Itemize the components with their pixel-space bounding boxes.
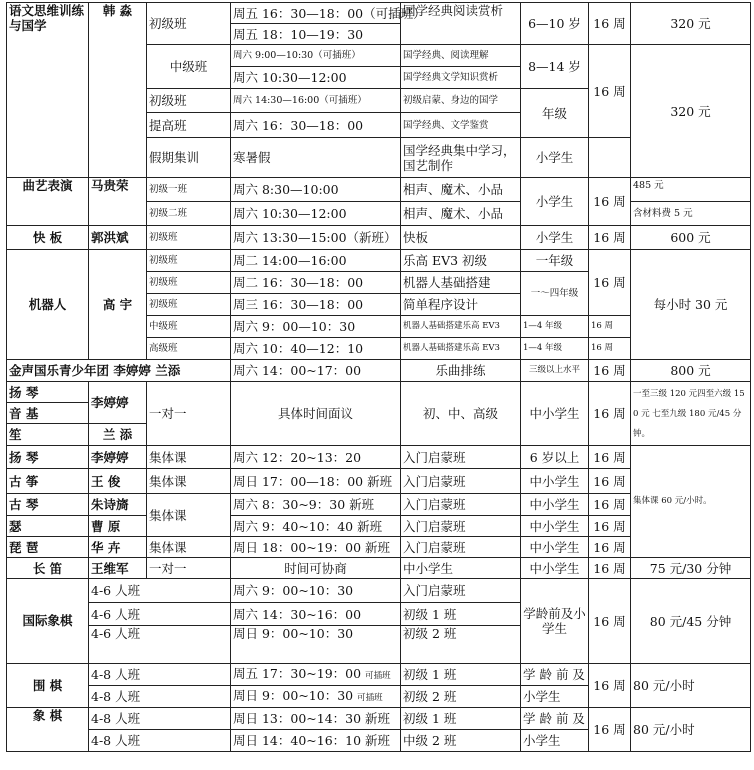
weeks: 16 周 (589, 178, 631, 226)
age-range: 年级 (521, 89, 589, 138)
teacher-name: 朱诗旖 (89, 494, 147, 516)
fee: 80 元/45 分钟 (631, 579, 751, 664)
class-content: 入门启蒙班 (401, 494, 521, 516)
course-name: 象 棋 (7, 708, 89, 752)
class-level: 初级班 (147, 226, 231, 250)
class-time: 周三 16：30—18：00 (231, 294, 401, 316)
class-time-text: 周日 9：00~10：30 (233, 687, 354, 703)
class-time: 周二 14:00—16:00 (231, 250, 401, 272)
fee: 320 元 (631, 3, 751, 45)
course-name: 金声国乐青少年团 李婷婷 兰添 (7, 360, 231, 382)
class-time: 周六 8:30—10:00 (231, 178, 401, 202)
class-content: 相声、魔术、小品 (401, 178, 521, 202)
teacher-name: 华 卉 (89, 537, 147, 558)
age-range: 小学生 (521, 730, 589, 752)
fee: 320 元 (631, 45, 751, 178)
class-level: 4-8 人班 (89, 730, 231, 752)
schedule-table-wrapper (6, 2, 750, 752)
class-content: 国学经典文学知识赏析 (401, 67, 521, 89)
class-content: 国学经典、阅读理解 (401, 45, 521, 67)
table-row (7, 579, 751, 603)
class-level: 4-8 人班 (89, 686, 231, 708)
teacher-name: 韩 淼 (89, 3, 147, 178)
teacher-name: 高 宇 (89, 250, 147, 360)
weeks: 16 周 (589, 469, 631, 494)
weeks: 16 周 (589, 250, 631, 316)
class-content: 中级 2 班 (401, 730, 521, 752)
weeks: 16 周 (589, 382, 631, 446)
age-range: 中小学生 (521, 516, 589, 537)
course-schedule-table (6, 2, 751, 752)
teacher-name: 王 俊 (89, 469, 147, 494)
instrument-name: 古 琴 (7, 494, 89, 516)
class-level: 4-6 人班 (89, 579, 231, 603)
instrument-name: 琵 琶 (7, 537, 89, 558)
weeks: 16 周 (589, 579, 631, 664)
class-content: 国学经典、文学鉴赏 (401, 113, 521, 138)
class-content: 初级 1 班 (401, 603, 521, 626)
fee: 每小时 30 元 (631, 250, 751, 360)
class-level: 初级班 (147, 3, 231, 45)
class-content: 乐曲排练 (401, 360, 521, 382)
fee: 600 元 (631, 226, 751, 250)
class-time: 周六 9:00—10:30（可插班） (231, 45, 401, 67)
class-content: 初级启蒙、身边的国学 (401, 89, 521, 113)
class-time: 周六 9：40~10：40 新班 (231, 516, 401, 537)
weeks: 16 周 (589, 708, 631, 752)
fee: 一至三级 120 元四至六级 150 元 七至九级 180 元/45 分钟。 (631, 382, 751, 446)
age-range: 小学生 (521, 178, 589, 226)
class-time: 周六 9：00—10：30 (231, 316, 401, 338)
weeks: 16 周 (589, 360, 631, 382)
class-time: 周六 10:30—12:00 (231, 202, 401, 226)
class-content: 相声、魔术、小品 (401, 202, 521, 226)
table-row (7, 360, 751, 382)
class-content: 机器人基础搭建乐高 EV3 (401, 338, 521, 360)
age-range: 中小学生 (521, 469, 589, 494)
class-level: 高级班 (147, 338, 231, 360)
class-time (231, 686, 401, 708)
class-time: 寒暑假 (231, 138, 401, 178)
weeks: 16 周 (589, 226, 631, 250)
teacher-name: 兰 添 (89, 424, 147, 446)
fee: 集体课 60 元/小时。 (631, 446, 751, 558)
class-time-text: 周五 17：30~19：00 (233, 665, 362, 681)
class-time: 周六 12：20~13：20 (231, 446, 401, 469)
table-row (7, 558, 751, 579)
class-level: 假期集训 (147, 138, 231, 178)
class-content: 初级 1 班 (401, 664, 521, 686)
course-name: 快 板 (7, 226, 89, 250)
class-content: 初级 1 班 (401, 708, 521, 730)
teacher-name: 马贵荣 (89, 178, 147, 226)
class-content: 初级 2 班 (401, 686, 521, 708)
instrument-name: 扬 琴 (7, 382, 89, 403)
fee: 80 元/小时 (631, 664, 751, 708)
weeks: 16 周 (589, 537, 631, 558)
table-row (7, 178, 751, 202)
class-time: 周六 14：00~17：00 (231, 360, 401, 382)
class-time (231, 664, 401, 686)
table-row (7, 3, 751, 24)
weeks-empty (589, 138, 631, 178)
weeks: 16 周 (589, 516, 631, 537)
age-range: 1—4 年级 (521, 316, 589, 338)
class-level: 初级一班 (147, 178, 231, 202)
course-name: 长 笛 (7, 558, 89, 579)
table-row (7, 382, 751, 403)
class-time: 周六 14:30—16:00（可插班） (231, 89, 401, 113)
class-time: 周六 14：30~16：00 (231, 603, 401, 626)
age-range: 中小学生 (521, 494, 589, 516)
class-content: 国学经典集中学习，国艺制作 (401, 138, 521, 178)
table-row (7, 226, 751, 250)
fee: 75 元/30 分钟 (631, 558, 751, 579)
fee-note: 含材料费 5 元 (631, 202, 751, 226)
class-level: 中级班 (147, 316, 231, 338)
weeks: 16 周 (589, 3, 631, 45)
fee: 485 元 (631, 178, 751, 202)
weeks: 16 周 (589, 664, 631, 708)
class-time: 周五 16：30—18：00（可插班） (231, 3, 401, 24)
class-content: 入门启蒙班 (401, 446, 521, 469)
age-range: 学 龄 前 及 (521, 708, 589, 730)
class-time: 周六 16：30—18：00 (231, 113, 401, 138)
class-content: 初级 2 班 (401, 626, 521, 664)
instrument-name: 古 筝 (7, 469, 89, 494)
class-level: 中级班 (147, 45, 231, 89)
age-range: 学 龄 前 及 (521, 664, 589, 686)
table-row (7, 250, 751, 272)
class-level: 初级班 (147, 250, 231, 272)
class-level: 4-6 人班 (89, 603, 231, 626)
class-time: 周六 10:30—12:00 (231, 67, 401, 89)
class-level: 初级班 (147, 272, 231, 294)
fee: 800 元 (631, 360, 751, 382)
age-range: 一～四年级 (521, 272, 589, 316)
class-time: 周六 9：00~10：30 (231, 579, 401, 603)
class-content: 机器人基础搭建乐高 EV3 (401, 316, 521, 338)
age-range: 6—10 岁 (521, 3, 589, 45)
age-range: 三级以上水平 (521, 360, 589, 382)
age-range: 中小学生 (521, 558, 589, 579)
class-level: 集体课 (147, 446, 231, 469)
instrument-name: 瑟 (7, 516, 89, 537)
class-level: 提高班 (147, 113, 231, 138)
class-time-note: 可插班 (365, 670, 391, 681)
class-level: 初级班 (147, 294, 231, 316)
age-range: 学龄前及小学生 (521, 579, 589, 664)
age-range: 小学生 (521, 686, 589, 708)
age-range: 中小学生 (521, 382, 589, 446)
class-level: 初级班 (147, 89, 231, 113)
class-content: 乐高 EV3 初级 (401, 250, 521, 272)
course-name: 曲艺表演 (7, 178, 89, 226)
class-content: 国学经典阅读赏析 (401, 3, 521, 45)
class-level: 4-8 人班 (89, 664, 231, 686)
teacher-name: 李婷婷 (89, 382, 147, 424)
weeks: 16 周 (589, 316, 631, 338)
class-time: 周日 17：00—18：00 新班 (231, 469, 401, 494)
age-range: 中小学生 (521, 537, 589, 558)
class-time: 周日 13：00~14：30 新班 (231, 708, 401, 730)
class-time: 周六 10：40—12：10 (231, 338, 401, 360)
table-row (7, 664, 751, 686)
course-name: 语文思维训练与国学 (7, 3, 89, 178)
class-time: 周五 18：10—19：30 (231, 24, 401, 45)
instrument-name: 笙 (7, 424, 89, 446)
class-content: 入门启蒙班 (401, 579, 521, 603)
class-time: 时间可协商 (231, 558, 401, 579)
class-time: 具体时间面议 (231, 382, 401, 446)
age-range: 小学生 (521, 138, 589, 178)
class-level: 集体课 (147, 537, 231, 558)
teacher-name: 曹 原 (89, 516, 147, 537)
weeks: 16 周 (589, 338, 631, 360)
class-level: 一对一 (147, 558, 231, 579)
class-time: 周日 18：00~19：00 新班 (231, 537, 401, 558)
class-level: 集体课 (147, 494, 231, 537)
teacher-name: 郭洪斌 (89, 226, 147, 250)
class-content: 初、中、高级 (401, 382, 521, 446)
weeks: 16 周 (589, 494, 631, 516)
class-content: 快板 (401, 226, 521, 250)
class-level: 4-6 人班 (89, 626, 231, 664)
class-time: 周二 16：30—18：00 (231, 272, 401, 294)
class-time: 周日 14：40~16：10 新班 (231, 730, 401, 752)
class-time: 周六 13:30—15:00（新班） (231, 226, 401, 250)
class-time: 周日 9：00~10：30 (231, 626, 401, 664)
class-time-note: 可插班 (357, 692, 383, 703)
weeks: 16 周 (589, 446, 631, 469)
weeks: 16 周 (589, 45, 631, 138)
age-range: 一年级 (521, 250, 589, 272)
class-level: 一对一 (147, 382, 231, 446)
table-row (7, 446, 751, 469)
class-level: 集体课 (147, 469, 231, 494)
age-range: 8—14 岁 (521, 45, 589, 89)
age-range: 1—4 年级 (521, 338, 589, 360)
class-content: 入门启蒙班 (401, 516, 521, 537)
class-content: 入门启蒙班 (401, 537, 521, 558)
age-range: 小学生 (521, 226, 589, 250)
instrument-name: 音 基 (7, 403, 89, 424)
teacher-name: 李婷婷 (89, 446, 147, 469)
class-content: 入门启蒙班 (401, 469, 521, 494)
class-content: 机器人基础搭建 (401, 272, 521, 294)
class-content: 中小学生 (401, 558, 521, 579)
weeks: 16 周 (589, 558, 631, 579)
class-level: 初级二班 (147, 202, 231, 226)
class-time: 周六 8：30~9：30 新班 (231, 494, 401, 516)
class-level: 4-8 人班 (89, 708, 231, 730)
fee: 80 元/小时 (631, 708, 751, 752)
table-row (7, 708, 751, 730)
teacher-name: 王维军 (89, 558, 147, 579)
course-name: 围 棋 (7, 664, 89, 708)
age-range: 6 岁以上 (521, 446, 589, 469)
course-name: 机器人 (7, 250, 89, 360)
class-content: 简单程序设计 (401, 294, 521, 316)
course-name: 国际象棋 (7, 579, 89, 664)
instrument-name: 扬 琴 (7, 446, 89, 469)
